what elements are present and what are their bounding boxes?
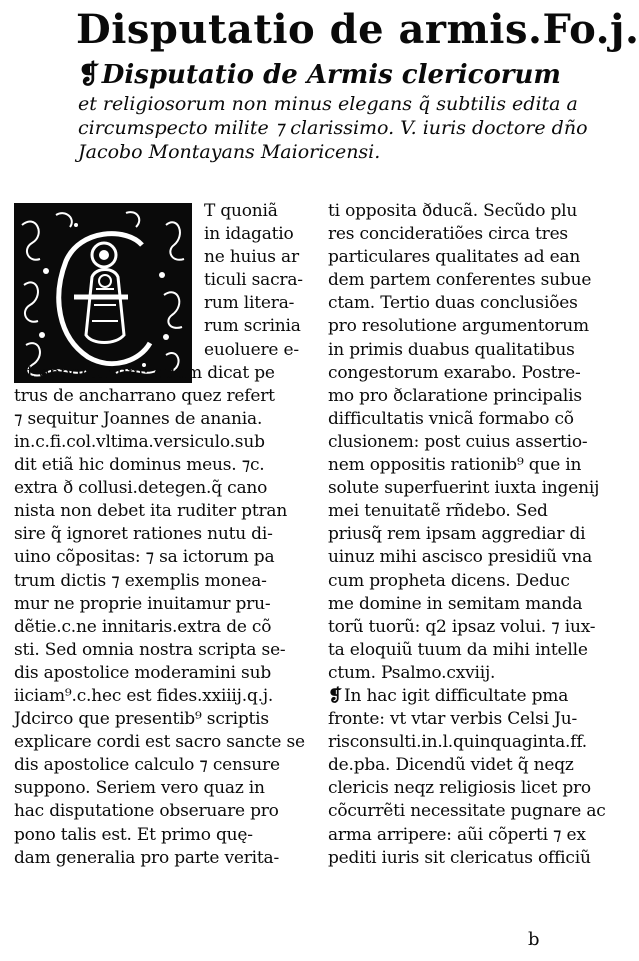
text-line: rum litera- xyxy=(204,293,295,314)
text-line: rum scrinia xyxy=(204,316,301,337)
text-line: me domine in semitam manda xyxy=(328,593,583,614)
running-head xyxy=(76,4,639,56)
text-line: mur ne proprie inuitamur pru- xyxy=(14,593,271,614)
text-line: congestorum exarabo. Postre- xyxy=(328,362,581,383)
text-line: ctam. Tertio duas conclusiões xyxy=(328,293,578,314)
text-line: cõcurrẽti necessitate pugnare ac xyxy=(328,801,606,822)
text-line: clusionem: post cuius assertio- xyxy=(328,431,588,452)
text-line: sti. Sed omnia nostra scripta se- xyxy=(14,639,286,660)
text-line: hac disputatione obseruare pro xyxy=(14,801,279,822)
folio-number: Fo.j. xyxy=(542,6,639,53)
text-line: pediti iuris sit clericatus officiũ xyxy=(328,847,591,868)
running-head-title: Disputatio de armis. xyxy=(76,6,543,53)
text-line: de.pba. Dicendũ videt q̃ neqz xyxy=(328,755,574,776)
text-line: ticuli sacra- xyxy=(204,270,303,291)
text-line: mei tenuitatẽ rñdebo. Sed xyxy=(328,501,548,522)
left-text-column xyxy=(14,200,310,870)
text-line: dem partem conferentes subue xyxy=(328,270,592,291)
heading-line: Jacobo Montayans Maioricensi. xyxy=(78,141,381,163)
text-line: pro resolutione argumentorum xyxy=(328,316,589,337)
text-line: suppono. Seriem vero quaz in xyxy=(14,778,265,799)
text-line: iiciam⁹.c.hec est fides.xxiiij.q.j. xyxy=(14,685,274,706)
text-line: ti opposita ðducã. Secũdo plu xyxy=(328,201,578,221)
text-line: dẽtie.c.ne innitaris.extra de cõ xyxy=(14,616,272,637)
text-line: ctum. Psalmo.cxviij. xyxy=(328,662,496,683)
heading-line: et religiosorum non minus elegans q̃ subtilis edita a xyxy=(78,93,578,115)
text-line: in idagatio xyxy=(204,224,294,245)
heading-line: circumspecto milite ⁊ clarissimo. V. iuris doctore dño xyxy=(78,117,588,139)
treatise-heading xyxy=(78,58,598,164)
text-line: dis apostolice moderamini sub xyxy=(14,662,272,683)
text-line: priusq̃ rem ipsam aggrediar di xyxy=(328,524,586,545)
heading-line-text: Disputatio de Armis clericorum xyxy=(101,60,561,90)
text-line: T quoniã xyxy=(204,201,278,221)
text-line: solute superfuerint iuxta ingenij xyxy=(328,478,600,499)
right-text-column xyxy=(328,200,618,870)
text-line: res concideratiões circa tres xyxy=(328,224,568,245)
text-line-content: In hac igit difficultate pma xyxy=(344,685,569,706)
signature-mark: b xyxy=(528,929,540,950)
heading-line xyxy=(78,58,598,92)
text-line: torũ tuorũ: q2 ipsaz volui. ⁊ iux- xyxy=(328,616,596,637)
paragraph-mark-icon: ❡ xyxy=(328,685,343,706)
text-line: uinuz mihi ascisco presidiũ vna xyxy=(328,547,593,568)
text-line: dit etiã hic dominus meus. ⁊c. xyxy=(14,455,265,476)
paragraph-mark-icon: ❡ xyxy=(78,60,100,90)
text-line: mo pro ðclaratione principalis xyxy=(328,385,582,406)
text-line: Jdcirco que presentib⁹ scriptis xyxy=(14,709,269,730)
text-line: ne huius ar xyxy=(204,247,299,268)
text-line: explicare cordi est sacro sancte se xyxy=(14,732,305,753)
text-line: nem oppositis rationib⁹ que in xyxy=(328,455,582,476)
text-line: nista non debet ita ruditer ptran xyxy=(14,501,288,522)
text-line: arma arripere: aũi cõperti ⁊ ex xyxy=(328,824,586,845)
text-line: cum propheta dicens. Deduc xyxy=(328,570,570,591)
text-line: clericis neqz religiosis licet pro xyxy=(328,778,591,799)
text-line: pono talis est. Et primo quę- xyxy=(14,824,253,845)
text-line: trum dictis ⁊ exemplis monea- xyxy=(14,570,267,591)
text-line: euoluere e- xyxy=(204,339,299,360)
text-line: ta eloquiũ tuum da mihi intelle xyxy=(328,639,588,660)
text-line: risconsulti.in.l.quinquaginta.ff. xyxy=(328,732,588,753)
text-line: trus de ancharrano quez refert xyxy=(14,385,275,406)
text-line: dam generalia pro parte verita- xyxy=(14,847,279,868)
text-line: ⁊ sequitur Joannes de anania. xyxy=(14,408,263,429)
text-line: fronte: vt vtar verbis Celsi Ju- xyxy=(328,709,577,730)
text-line xyxy=(328,685,618,708)
text-line: rit opportunum: quum dicat pe xyxy=(14,362,275,383)
text-line: difficultatis vnicã formabo cõ xyxy=(328,408,574,429)
text-line: dis apostolice calculo ⁊ censure xyxy=(14,755,280,776)
text-line: in.c.fi.col.vltima.versiculo.sub xyxy=(14,431,265,452)
text-line: sire q̃ ignoret rationes nutu di- xyxy=(14,524,273,545)
text-line: in primis duabus qualitatibus xyxy=(328,339,575,360)
text-line: particulares qualitates ad ean xyxy=(328,247,581,268)
text-line: extra ð collusi.detegen.q̃ cano xyxy=(14,478,268,499)
text-line: uino cõpositas: ⁊ sa ictorum pa xyxy=(14,547,275,568)
